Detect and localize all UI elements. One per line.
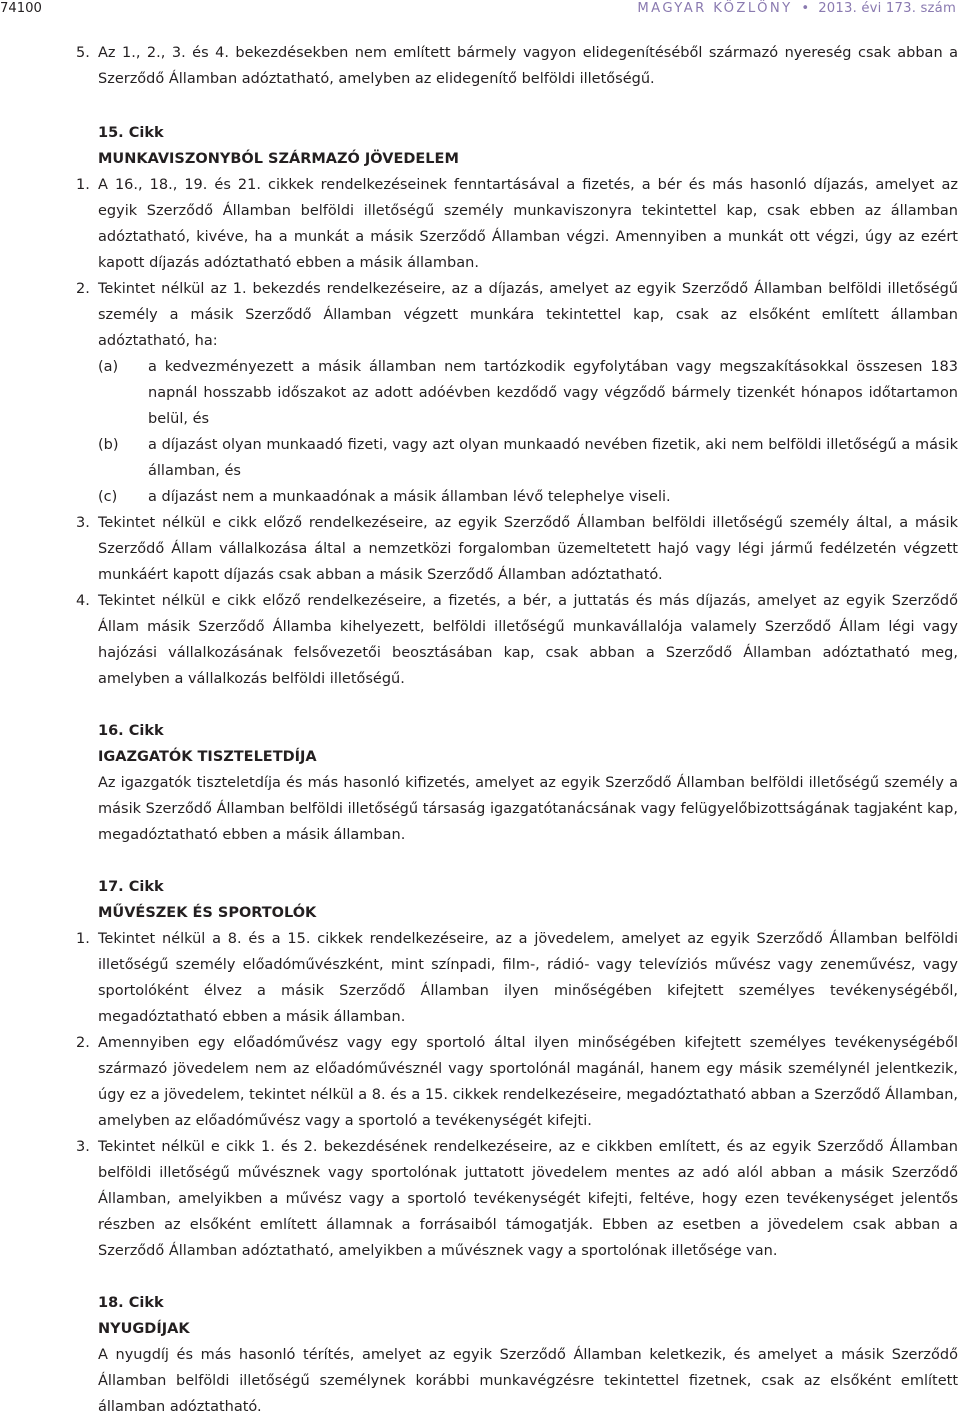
paragraph-15-1: [76, 172, 958, 276]
paragraph-text: Tekintet nélkül a 8. és a 15. cikkek rendelkezéseire, az a jövedelem, amelyet az egyik Szerződő Államban belföldi illetőségű személy előadóművészként, mint színpadi, film-, rádió- vagy televíziós művész vagy zeneművész, vagy sportolóként élvez a másik Szerződő Államban ilyen minőségében kifejtett személyes tevékenységéből, megadóztatható ebben a másik államban.: [98, 931, 958, 1025]
subpoint-a: [76, 354, 958, 432]
subpoint-label: (c): [98, 489, 118, 505]
paragraph-15-4: [76, 588, 958, 692]
paragraph-number: 5.: [76, 45, 90, 61]
journal-name: MAGYAR KÖZLÖNY: [637, 1, 793, 16]
subpoint-c: [76, 484, 958, 510]
paragraph-number: 3.: [76, 1139, 90, 1155]
subpoint-text: a díjazást olyan munkaadó fizeti, vagy azt olyan munkaadó nevében fizetik, aki nem belföldi illetőségű a másik államban, és: [148, 437, 958, 479]
paragraph-number: 2.: [76, 1035, 90, 1051]
separator-bullet: •: [801, 1, 810, 16]
document-body: [76, 40, 958, 1420]
article-16-number: 16. Cikk: [98, 723, 164, 739]
page-number: 74100: [0, 1, 42, 16]
paragraph-number: 2.: [76, 281, 90, 297]
paragraph-text: A 16., 18., 19. és 21. cikkek rendelkezéseinek fenntartásával a fizetés, a bér és más hasonló díjazás, amelyet az egyik Szerződő Államban belföldi illetőségű személy munkaviszonyra tekintettel kap, csak ebben az államban adóztatható, kivéve, ha a munkát a másik Szerződő Államban végzi. Amennyiben a munkát ott végzi, úgy az ezért kapott díjazás adóztatható ebben a másik államban.: [98, 177, 958, 271]
article-15-number: 15. Cikk: [98, 125, 164, 141]
article-16-title: IGAZGATÓK TISZTELETDÍJA: [98, 749, 317, 765]
article-18-text: A nyugdíj és más hasonló térítés, amelyet az egyik Szerződő Államban keletkezik, és amelyet a másik Szerződő Államban belföldi illetőségű személynek korábbi munkavégzésre tekintettel fizetnek, csak az elsőként említett államban adóztatható.: [98, 1347, 958, 1415]
article-17-title: MŰVÉSZEK ÉS SPORTOLÓK: [98, 905, 317, 921]
paragraph-number: 4.: [76, 593, 90, 609]
issue-label: 2013. évi 173. szám: [818, 1, 956, 16]
paragraph-17-2: [76, 1030, 958, 1134]
subpoint-b: [76, 432, 958, 484]
paragraph-text: Tekintet nélkül e cikk előző rendelkezéseire, az egyik Szerződő Államban belföldi illetőségű személy által, a másik Szerződő Állam vállalkozása által a nemzetközi forgalomban üzemeltetett hajó vagy légi jármű fedélzetén végzett munkáért kapott díjazás csak abban a másik Szerződő Államban adóztatható.: [98, 515, 958, 583]
paragraph-number: 3.: [76, 515, 90, 531]
article-17-number: 17. Cikk: [98, 879, 164, 895]
paragraph-14-5: [76, 40, 958, 92]
paragraph-15-3: [76, 510, 958, 588]
journal-header: [637, 1, 956, 16]
paragraph-17-1: [76, 926, 958, 1030]
article-15-title: MUNKAVISZONYBÓL SZÁRMAZÓ JÖVEDELEM: [98, 151, 459, 167]
subpoint-label: (b): [98, 437, 119, 453]
paragraph-15-2: [76, 276, 958, 354]
paragraph-17-3: [76, 1134, 958, 1264]
article-18-number: 18. Cikk: [98, 1295, 164, 1311]
subpoint-text: a kedvezményezett a másik államban nem tartózkodik egyfolytában vagy megszakításokkal összesen 183 napnál hosszabb időszakot az adott adóévben kezdődő vagy végződő bármely tizenkét hónapos időtartamon belül, és: [148, 359, 958, 427]
paragraph-text: Tekintet nélkül az 1. bekezdés rendelkezéseire, az a díjazás, amelyet az egyik Szerződő Államban belföldi illetőségű személy a másik Szerződő Államban végzett munkára tekintettel kap, csak az elsőként említett államban adóztatható, ha:: [98, 281, 958, 349]
subpoint-text: a díjazást nem a munkaadónak a másik államban lévő telephelye viseli.: [148, 489, 671, 505]
paragraph-text: Tekintet nélkül e cikk előző rendelkezéseire, a fizetés, a bér, a juttatás és más díjazás, amelyet az egyik Szerződő Állam másik Szerződő Államba kihelyezett, belföldi illetőségű munkavállalója valamely Szerződő Állam légi vagy hajózási vállalkozásának felsővezetői beosztásában kap, csak abban a Szerződő Államban adóztatható meg, amelyben a vállalkozás belföldi illetőségű.: [98, 593, 958, 687]
article-16-text: Az igazgatók tiszteletdíja és más hasonló kifizetés, amelyet az egyik Szerződő Államban belföldi illetőségű személy a másik Szerződő Államban belföldi illetőségű társaság igazgatótanácsának vagy felügyelőbizottságának tagjaként kap, megadóztatható ebben a másik államban.: [98, 775, 958, 843]
article-18-title: NYUGDÍJAK: [98, 1321, 190, 1337]
paragraph-text: Az 1., 2., 3. és 4. bekezdésekben nem említett bármely vagyon elidegenítéséből származó nyereség csak abban a Szerződő Államban adóztatható, amelyben az elidegenítő belföldi illetőségű.: [98, 45, 958, 87]
page-header: [0, 0, 960, 20]
paragraph-text: Tekintet nélkül e cikk 1. és 2. bekezdésének rendelkezéseire, az e cikkben említett, és az egyik Szerződő Államban belföldi illetőségű művésznek vagy sportolónak juttatott jövedelem mentes az adó alól abban a másik Szerződő Államban, amelyikben a művész vagy a sportoló tevékenységét kifejti, feltéve, hogy ezen tevékenységet jelentős részben az elsőként említett államnak a forrásaiból támogatják. Ebben az esetben a jövedelem csak abban a Szerződő Államban adóztatható, amelyikben a művésznek vagy a sportolónak illetősége van.: [98, 1139, 958, 1259]
paragraph-number: 1.: [76, 177, 90, 193]
subpoint-label: (a): [98, 359, 119, 375]
paragraph-text: Amennyiben egy előadóművész vagy egy sportoló által ilyen minőségében kifejtett személyes tevékenységéből származó jövedelem nem az előadóművésznél vagy sportolónál magánál, hanem egy másik személynél jelentkezik, úgy ez a jövedelem, tekintet nélkül a 8. és a 15. cikkek rendelkezéseire, megadóztatható abban a Szerződő Államban, amelyben az előadóművész vagy a sportoló a tevékenységét kifejti.: [98, 1035, 958, 1129]
paragraph-number: 1.: [76, 931, 90, 947]
